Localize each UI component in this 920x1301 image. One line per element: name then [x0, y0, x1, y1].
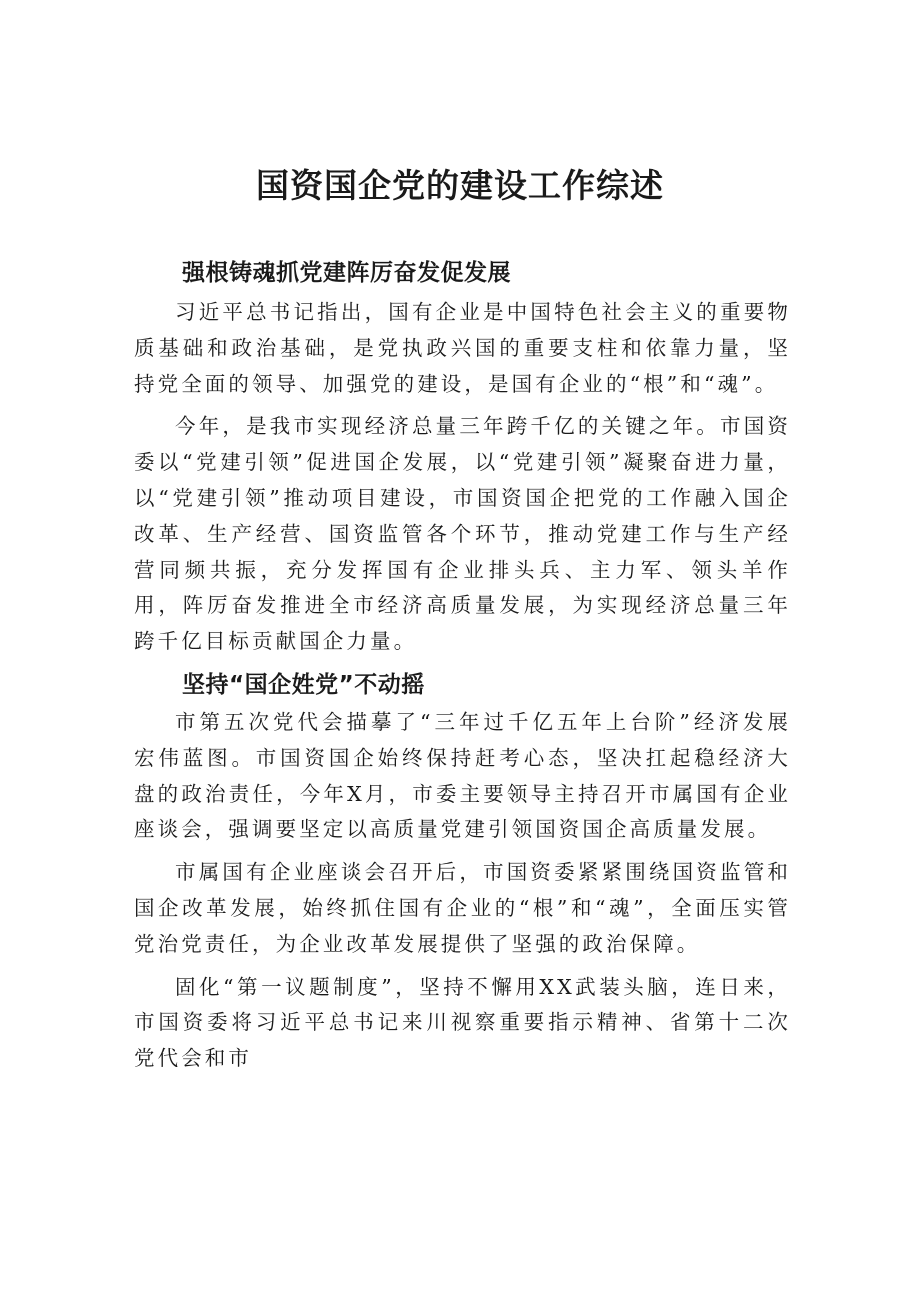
paragraph: 固化“第一议题制度”，坚持不懈用XX武装头脑，连日来，市国资委将习近平总书记来川视察重要指示精神、省第十二次党代会和市	[134, 974, 791, 1071]
paragraph: 市第五次党代会描摹了“三年过千亿五年上台阶”经济发展宏伟蓝图。市国资国企始终保持赶考心态，坚决扛起稳经济大盘的政治责任，今年X月，市委主要领导主持召开市属国有企业座谈会，强调要坚定以高质量党建引领国资国企高质量发展。	[134, 709, 791, 842]
paragraph: 今年，是我市实现经济总量三年跨千亿的关键之年。市国资委以“党建引领”促进国企发展，以“党建引领”凝聚奋进力量，以“党建引领”推动项目建设，市国资国企把党的工作融入国企改革、生产经营、国资监管各个环节，推动党建工作与生产经营同频共振，充分发挥国有企业排头兵、主力军、领头羊作用，阵厉奋发推进全市经济高质量发展，为实现经济总量三年跨千亿目标贡献国企力量。	[134, 414, 791, 654]
section-heading: 强根铸魂抓党建阵厉奋发促发展	[182, 260, 511, 286]
paragraph: 习近平总书记指出，国有企业是中国特色社会主义的重要物质基础和政治基础，是党执政兴国的重要支柱和依靠力量，坚持党全面的领导、加强党的建设，是国有企业的“根”和“魂”。	[134, 300, 791, 396]
section-heading: 坚持“国企姓党”不动摇	[182, 671, 425, 698]
paragraph: 市属国有企业座谈会召开后，市国资委紧紧围绕国资监管和国企改革发展，始终抓住国有企业的“根”和“魂”，全面压实管党治党责任，为企业改革发展提供了坚强的政治保障。	[134, 860, 791, 956]
document-title: 国资国企党的建设工作综述	[256, 166, 664, 205]
document-body	[134, 254, 791, 1077]
